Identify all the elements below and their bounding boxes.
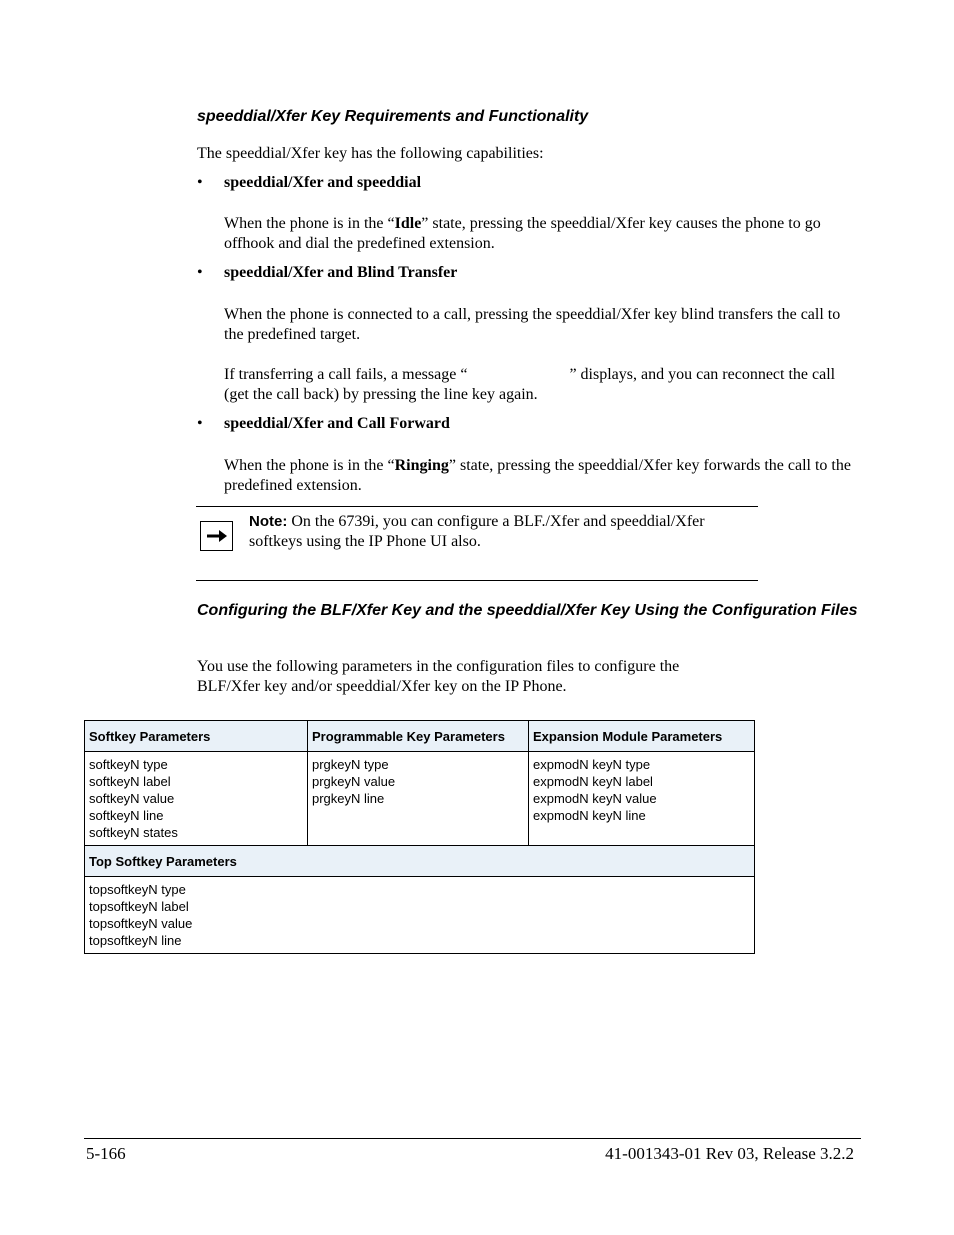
list-item: topsoftkeyN type (89, 882, 186, 897)
list-item: expmodN keyN label (533, 774, 653, 789)
section2-intro: You use the following parameters in the configuration files to configure the BLF/Xfer key and/or speeddial/Xfer key on the IP Phone. (197, 658, 680, 695)
bullet-title-blind-transfer: speeddial/Xfer and Blind Transfer (224, 264, 458, 281)
table-header-softkey: Softkey Parameters (85, 721, 308, 752)
list-item: expmodN keyN line (533, 808, 646, 823)
table-cell-top-softkey-params (85, 877, 755, 954)
list-item: topsoftkeyN label (89, 899, 189, 914)
arrow-right-icon (200, 521, 233, 551)
bullet-marker: • (197, 415, 203, 432)
list-item: topsoftkeyN line (89, 933, 182, 948)
table-cell-expmod-params (529, 752, 755, 846)
section-heading-speeddial-xfer: speeddial/Xfer Key Requirements and Functionality (197, 108, 589, 125)
list-item: prgkeyN line (312, 791, 385, 806)
note-bottom-rule (196, 580, 758, 581)
footer-page-number: 5-166 (86, 1144, 126, 1163)
list-item: softkeyN type (89, 757, 168, 772)
footer-doc-id: 41-001343-01 Rev 03, Release 3.2.2 (605, 1144, 854, 1163)
list-item: softkeyN states (89, 825, 178, 840)
footer-rule (84, 1138, 861, 1139)
list-item: softkeyN line (89, 808, 164, 823)
bullet-paragraph-transfer-fail: If transferring a call fails, a message “ ” displays, and you can reconnect the call (get the call back) by pressing the line key again. (224, 366, 836, 403)
bullet-title-call-forward: speeddial/Xfer and Call Forward (224, 415, 450, 432)
list-item: softkeyN label (89, 774, 171, 789)
list-item: topsoftkeyN value (89, 916, 193, 931)
note-text: Note: On the 6739i, you can configure a BLF./Xfer and speeddial/Xfer softkeys using the IP Phone UI also. (249, 513, 705, 550)
parameters-table (84, 720, 755, 954)
bullet-paragraph-ringing: When the phone is in the “Ringing” state, pressing the speeddial/Xfer key forwards the call to the predefined extension. (224, 457, 851, 494)
list-item: expmodN keyN type (533, 757, 651, 772)
table-header-expansion: Expansion Module Parameters (529, 721, 755, 752)
bullet-marker: • (197, 264, 203, 281)
bullet-title-speeddial: speeddial/Xfer and speeddial (224, 174, 422, 191)
section-heading-configuring: Configuring the BLF/Xfer Key and the speeddial/Xfer Key Using the Configuration Files (197, 602, 858, 619)
table-header-programmable: Programmable Key Parameters (308, 721, 529, 752)
list-item: prgkeyN type (312, 757, 389, 772)
list-item: softkeyN value (89, 791, 175, 806)
table-cell-prgkey-params (308, 752, 529, 846)
bullet-paragraph-connected: When the phone is connected to a call, pressing the speeddial/Xfer key blind transfers the call to the predefined target. (224, 306, 841, 343)
note-top-rule (196, 506, 758, 507)
bullet-paragraph-idle: When the phone is in the “Idle” state, pressing the speeddial/Xfer key causes the phone to go offhook and dial the predefined extension. (224, 215, 821, 252)
list-item: prgkeyN value (312, 774, 396, 789)
table-header-top-softkey: Top Softkey Parameters (85, 846, 755, 877)
bullet-marker: • (197, 174, 203, 191)
list-item: expmodN keyN value (533, 791, 657, 806)
table-cell-softkey-params (85, 752, 308, 846)
intro-paragraph: The speeddial/Xfer key has the following capabilities: (197, 145, 544, 162)
